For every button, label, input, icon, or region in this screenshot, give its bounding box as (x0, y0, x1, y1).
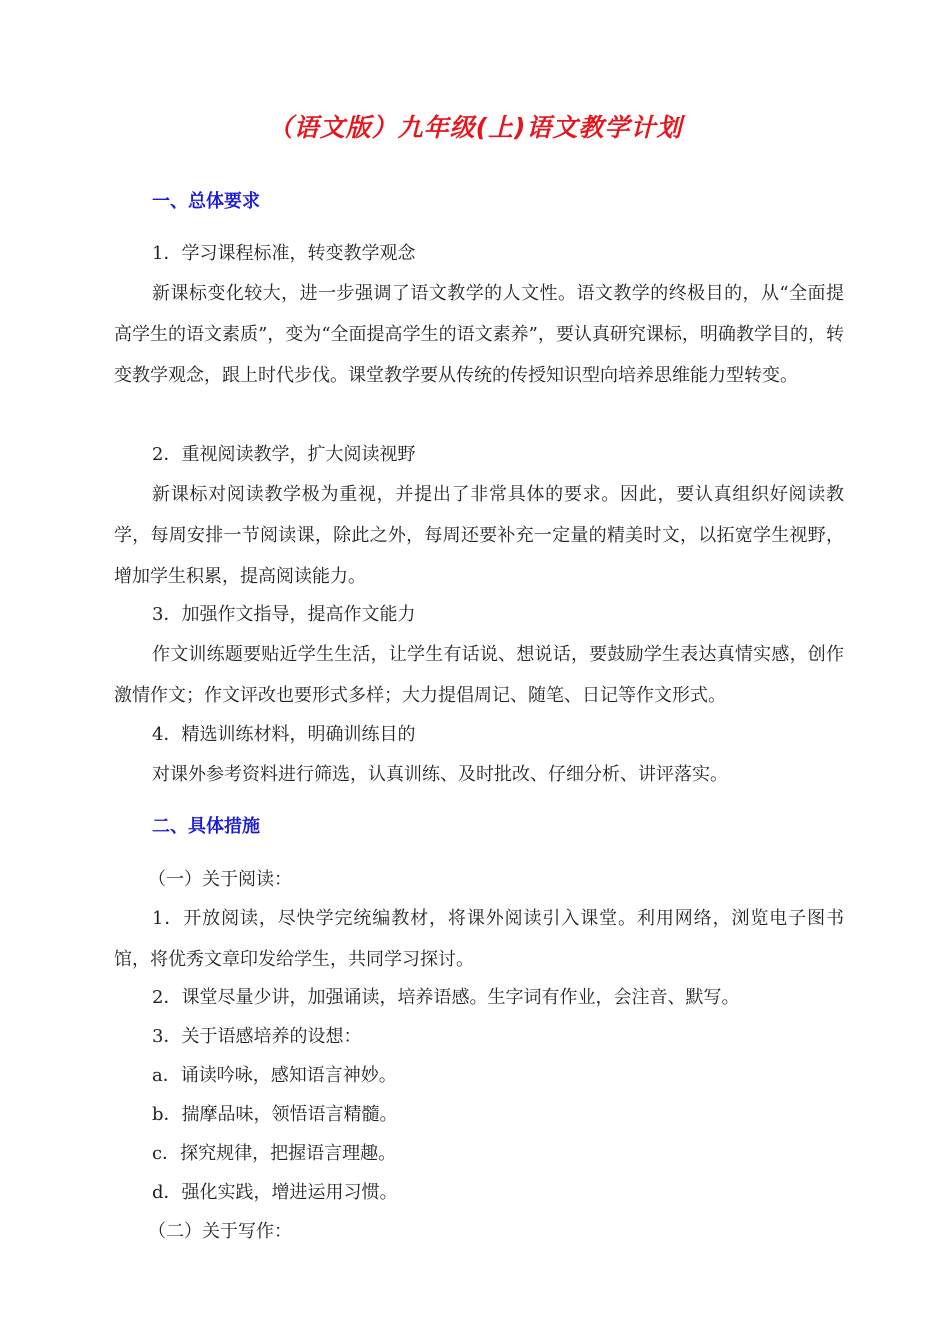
item-4-title: 4．精选训练材料，明确训练目的 (152, 724, 416, 745)
list-item-d: d．强化实践，增进运用习惯。 (152, 1182, 398, 1203)
section-heading-general-requirements: 一、总体要求 (152, 191, 260, 212)
item-1-title: 1．学习课程标准，转变教学观念 (152, 243, 416, 264)
measure-1-body: 1．开放阅读，尽快学完统编教材，将课外阅读引入课堂。利用网络，浏览电子图书馆，将优秀文章印发给学生，共同学习探讨。 (114, 908, 844, 970)
section-heading-specific-measures: 二、具体措施 (152, 816, 260, 837)
measure-3-title: 3．关于语感培养的设想： (152, 1026, 362, 1047)
list-item-c: c．探究规律，把握语言理趣。 (152, 1143, 397, 1164)
subsection-writing: （二）关于写作： (148, 1221, 292, 1242)
list-item-b: b．揣摩品味，领悟语言精髓。 (152, 1104, 398, 1125)
item-3-body: 作文训练题要贴近学生生活，让学生有话说、想说话，要鼓励学生表达真情实感，创作激情作文；作文评改也要形式多样；大力提倡周记、随笔、日记等作文形式。 (114, 644, 844, 706)
subsection-reading: （一）关于阅读： (148, 869, 292, 890)
item-1-body: 新课标变化较大，进一步强调了语文教学的人文性。语文教学的终极目的，从“全面提高学生的语文素质”，变为“全面提高学生的语文素养”，要认真研究课标，明确教学目的，转变教学观念，跟上时代步伐。课堂教学要从传统的传授知识型向培养思维能力型转变。 (114, 283, 844, 386)
measure-2-body: 2．课堂尽量少讲，加强诵读，培养语感。生字词有作业，会注音、默写。 (152, 987, 740, 1008)
item-3-title: 3．加强作文指导，提高作文能力 (152, 604, 416, 625)
item-2-body: 新课标对阅读教学极为重视，并提出了非常具体的要求。因此，要认真组织好阅读教学，每周安排一节阅读课，除此之外，每周还要补充一定量的精美时文，以拓宽学生视野，增加学生积累，提高阅读能力。 (114, 484, 844, 587)
item-4-body: 对课外参考资料进行筛选，认真训练、及时批改、仔细分析、讲评落实。 (152, 764, 728, 785)
document-title: （语文版）九年级(上)语文教学计划 (267, 113, 683, 142)
list-item-a: a．诵读吟咏，感知语言神妙。 (152, 1065, 397, 1086)
item-2-title: 2．重视阅读教学，扩大阅读视野 (152, 444, 416, 465)
